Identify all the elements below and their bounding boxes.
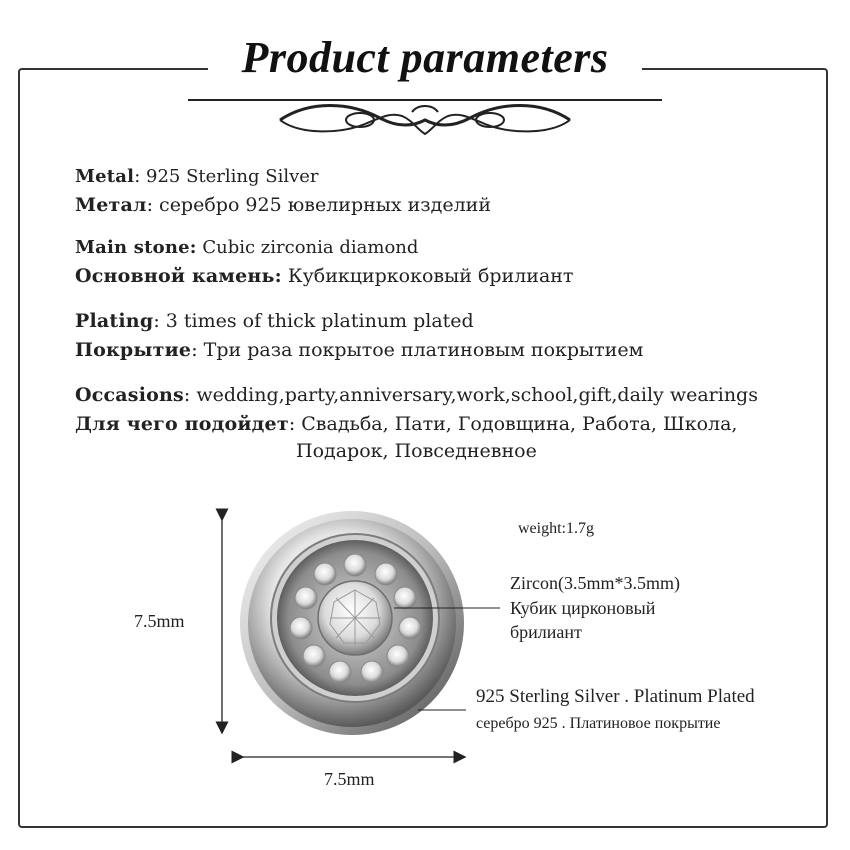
width-label: 7.5mm bbox=[324, 769, 375, 789]
plating-ru-key: Покрытие bbox=[75, 339, 192, 361]
plating-en-key: Plating bbox=[75, 310, 154, 332]
occasions-en-value: : wedding,party,anniversary,work,school,gift,daily wearings bbox=[183, 384, 758, 406]
stone-en-value: Cubic zirconia diamond bbox=[196, 237, 419, 258]
stone-ru-key: Основной камень: bbox=[75, 265, 282, 287]
weight-label: weight:1.7g bbox=[518, 520, 594, 537]
metal-ru-value: : серебро 925 ювелирных изделий bbox=[146, 194, 492, 216]
occasions-ru-value: : Свадьба, Пати, Годовщина, Работа, Школа, bbox=[288, 413, 738, 435]
occasions-ru-continuation: Подарок, Повседневное bbox=[296, 440, 537, 462]
page-title: Product parameters bbox=[241, 33, 609, 82]
stone-en-key: Main stone: bbox=[75, 237, 197, 258]
occasions-en-key: Occasions bbox=[75, 384, 184, 406]
stone-ru-value: Кубикциркоковый брилиант bbox=[281, 265, 574, 287]
plating-en-value: : 3 times of thick platinum plated bbox=[153, 310, 474, 332]
zircon-ru-label-1: Кубик цирконовый bbox=[510, 598, 656, 618]
metal-en-value: : 925 Sterling Silver bbox=[134, 166, 319, 187]
zircon-ru-label-2: брилиант bbox=[510, 622, 582, 642]
silver-en-label: 925 Sterling Silver . Platinum Plated bbox=[476, 686, 755, 707]
zircon-en-label: Zircon(3.5mm*3.5mm) bbox=[510, 573, 680, 593]
plating-ru-value: : Три раза покрытое платиновым покрытием bbox=[191, 339, 644, 361]
metal-en-key: Metal bbox=[75, 166, 135, 187]
silver-ru-label: серебро 925 . Платиновое покрытие bbox=[476, 715, 721, 732]
height-label: 7.5mm bbox=[134, 611, 185, 631]
metal-ru-key: Метал bbox=[75, 194, 147, 216]
occasions-ru-key: Для чего подойдет bbox=[75, 413, 289, 435]
